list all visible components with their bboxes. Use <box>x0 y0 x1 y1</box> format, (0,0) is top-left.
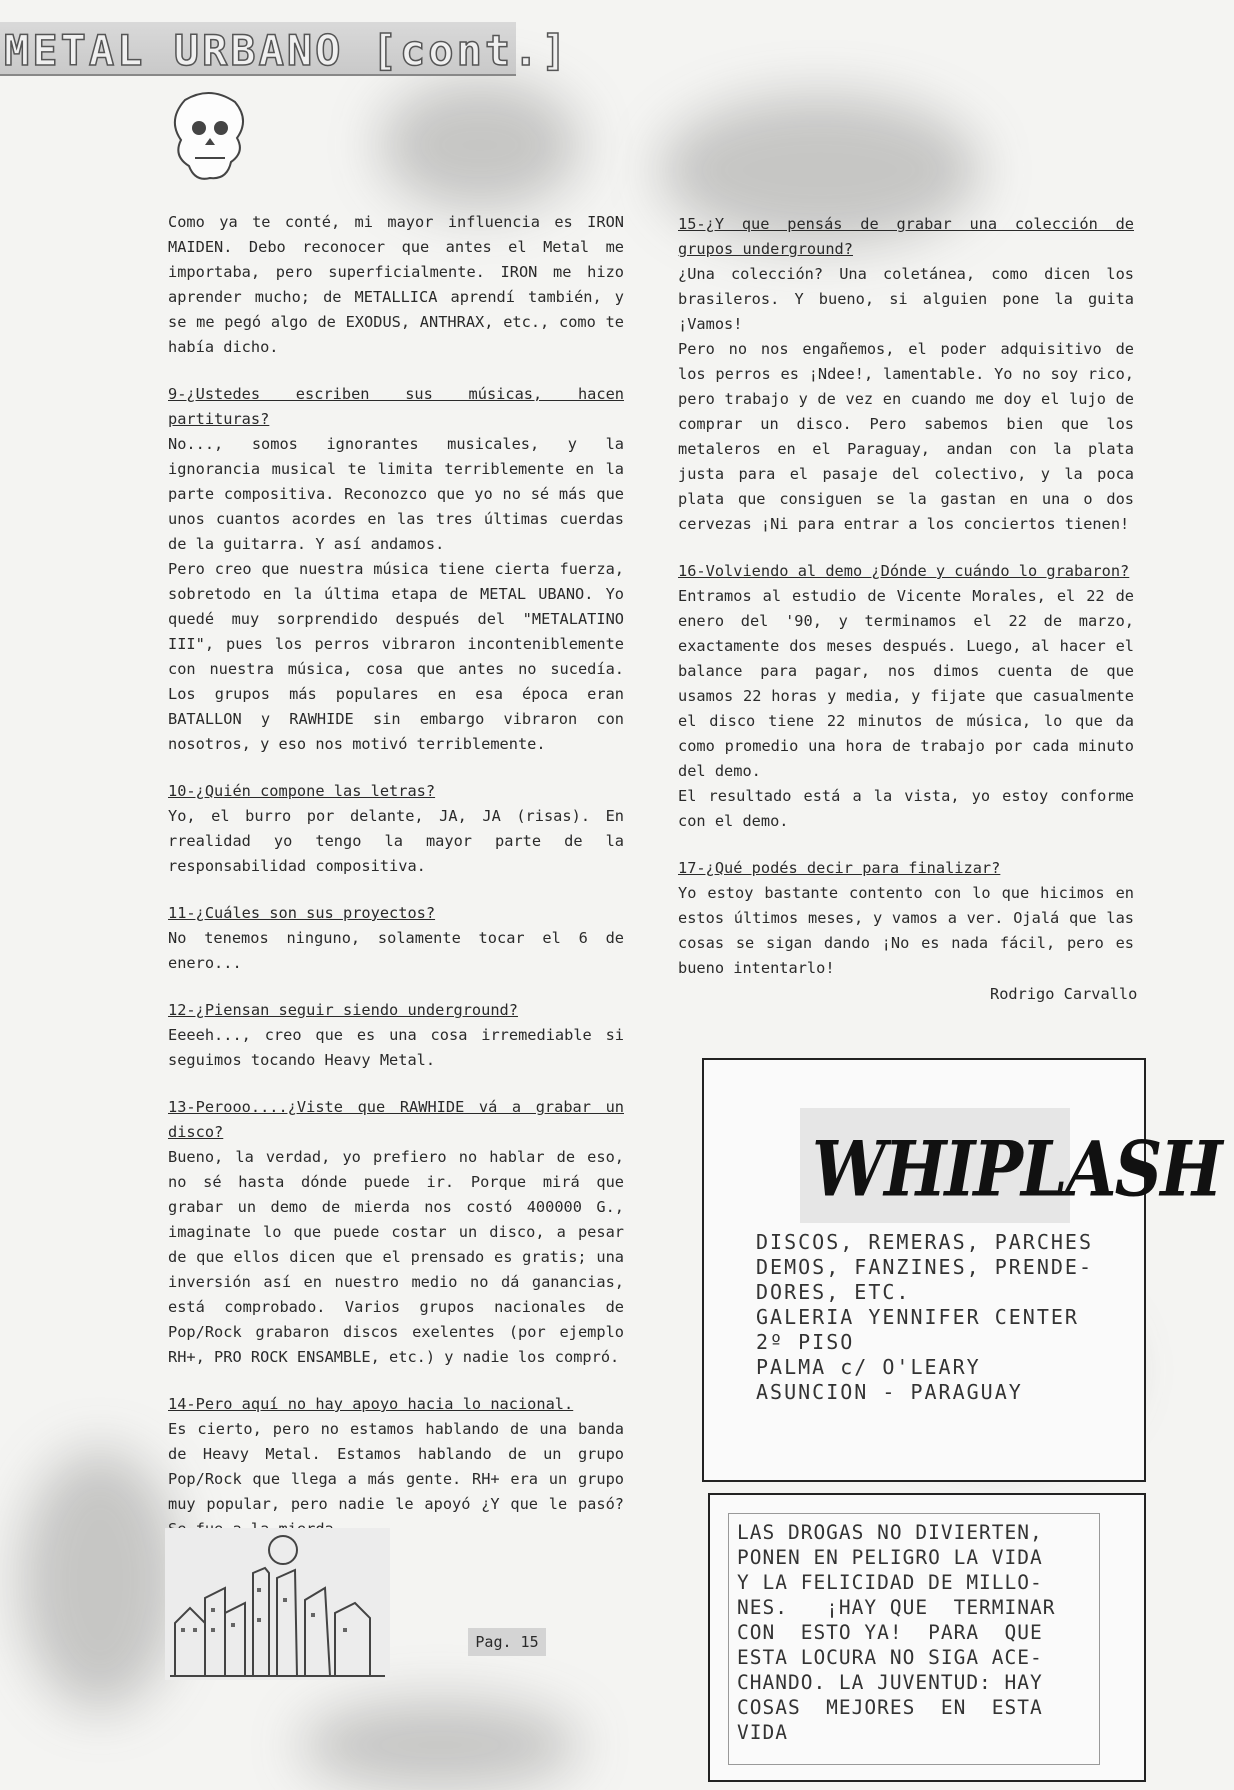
answer-14: Es cierto, pero no estamos hablando de una banda de Heavy Metal. Estamos hablando de un grupo Pop/Rock que llega a más gente. RH+ era un grupo muy popular, pero nadie le apoyó ¿Y que le pasó? Se fue a la mierda. <box>168 1420 624 1538</box>
question-11: 11-¿Cuáles son sus proyectos? <box>168 904 436 922</box>
answer-16-cont: El resultado está a la vista, yo estoy conforme con el demo. <box>678 787 1134 830</box>
answer-12: Eeeeh..., creo que es una cosa irremediable si seguimos tocando Heavy Metal. <box>168 1026 624 1069</box>
answer-text: Como ya te conté, mi mayor influencia es IRON MAIDEN. Debo reconocer que antes el Metal me importaba, pero superficialmente. IRON me hizo aprender mucho; de METALLICA aprendí también, y se me pegó algo de EXODUS, ANTHRAX, etc., como te había dicho. <box>168 213 624 356</box>
ink-stain <box>380 80 580 210</box>
question-9: 9-¿Ustedes escriben sus músicas, hacen partituras? <box>168 385 624 428</box>
question-10: 10-¿Quién compone las letras? <box>168 782 436 800</box>
answer-11: No tenemos ninguno, solamente tocar el 6 de enero... <box>168 929 624 972</box>
qa-16-cont <box>678 784 1134 834</box>
qa-10 <box>168 779 624 879</box>
left-column <box>168 210 624 1564</box>
notice-text: LAS DROGAS NO DIVIERTEN, PONEN EN PELIGRO LA VIDA Y LA FELICIDAD DE MILLO- NES. ¡HAY QUE TERMINAR CON ESTO YA! PARA QUE ESTA LOCURA NO SIGA ACE- CHANDO. LA JUVENTUD: HAY COSAS MEJORES EN ESTA VIDA <box>737 1521 1056 1744</box>
answer-9-cont: Pero creo que nuestra música tiene cierta fuerza, sobretodo en la última etapa de METAL UBANO. Yo quedé muy sorprendido después del "METALATINO III", pues los perros vibraron inconteniblemente con nuestra música, cosa que antes no sucedía. Los grupos más populares en esa época eran BATALLON y RAWHIDE sin embargo vibraron con nosotros, y eso nos motivó terriblemente. <box>168 560 624 753</box>
answer-13: Bueno, la verdad, yo prefiero no hablar de eso, no sé hasta dónde puede ir. Porque mirá que grabar un demo de mierda nos costó 400000 G., imaginate lo que puede costar un disco, a pesar de que ellos dicen que el prensado es gratis; una inversión así en nuestro medio no dá ganancias, está comprobado. Varios grupos nacionales de Pop/Rock grabaron discos exelentes (por ejemplo RH+, PRO ROCK ENSAMBLE, etc.) y nadie los compró. <box>168 1148 624 1366</box>
whiplash-ad <box>702 1058 1221 1482</box>
question-15: 15-¿Y que pensás de grabar una colección de grupos underground? <box>678 215 1134 258</box>
question-12: 12-¿Piensan seguir siendo underground? <box>168 1001 518 1019</box>
answer-15-cont: Pero no nos engañemos, el poder adquisitivo de los perros es ¡Ndee!, lamentable. Yo no soy rico, pero trabajo y de vez en cuando me doy el lujo de comprar un disco. Pero sabemos bien que los metaleros en el Paraguay, andan con la plata justa para el pasaje del colectivo, y la poca plata que consiguen se la gastan en una o dos cervezas ¡Ni para entrar a los conciertos tienen! <box>678 340 1134 533</box>
header-banner <box>0 22 570 76</box>
qa-12 <box>168 998 624 1073</box>
qa-16 <box>678 559 1134 784</box>
ad-text: DISCOS, REMERAS, PARCHES DEMOS, FANZINES, PRENDE- DORES, ETC. GALERIA YENNIFER CENTER 2º PISO PALMA c/ O'LEARY ASUNCION - PARAGUAY <box>756 1230 1093 1404</box>
answer-9: No..., somos ignorantes musicales, y la ignorancia musical te limita terriblemente en la parte compositiva. Reconozco que yo no sé más que unos cuantos acordes en las tres últimas cuerdas de la guitarra. Y así andamos. <box>168 435 624 553</box>
qa-15 <box>678 212 1134 337</box>
right-column <box>678 212 1134 1003</box>
paragraph-intro <box>168 210 624 360</box>
question-17: 17-¿Qué podés decir para finalizar? <box>678 859 1001 877</box>
question-14: 14-Pero aquí no hay apoyo hacia lo nacional. <box>168 1395 574 1413</box>
question-16: 16-Volviendo al demo ¿Dónde y cuándo lo grabaron? <box>678 562 1130 580</box>
qa-13 <box>168 1095 624 1370</box>
ink-stain <box>20 1450 180 1710</box>
qa-14 <box>168 1392 624 1542</box>
ink-stain <box>300 1700 580 1790</box>
qa-15-cont <box>678 337 1134 537</box>
qa-11 <box>168 901 624 976</box>
whiplash-logo: WHIPLASH <box>812 1124 1221 1214</box>
answer-17: Yo estoy bastante contento con lo que hicimos en estos últimos meses, y vamos a ver. Ojalá que las cosas se sigan dando ¡No es nada fácil, pero es bueno intentarlo! <box>678 884 1134 977</box>
city-skyline-illustration <box>165 1528 390 1680</box>
qa-9-cont <box>168 557 624 757</box>
author-signature: Rodrigo Carvallo <box>990 985 1138 1003</box>
page-number: Pag. 15 <box>468 1628 546 1656</box>
answer-10: Yo, el burro por delante, JA, JA (risas). En rrealidad yo tengo la mayor parte de la responsabilidad compositiva. <box>168 807 624 875</box>
anti-drug-notice <box>708 1493 1146 1782</box>
qa-9 <box>168 382 624 557</box>
qa-17 <box>678 856 1134 981</box>
skull-illustration <box>165 90 255 185</box>
question-13: 13-Perooo....¿Viste que RAWHIDE vá a grabar un disco? <box>168 1098 624 1141</box>
answer-16: Entramos al estudio de Vicente Morales, el 22 de enero del '90, y terminamos el 22 de marzo, exactamente dos meses después. Luego, al hacer el balance para pagar, nos dimos cuenta de que usamos 22 horas y media, y fijate que casualmente el disco tiene 22 minutos de música, lo que da como promedio una hora de trabajo por cada minuto del demo. <box>678 587 1134 780</box>
notice-frame <box>728 1513 1100 1765</box>
answer-15: ¿Una colección? Una coletánea, como dicen los brasileros. Y bueno, si alguien pone la guita ¡Vamos! <box>678 265 1134 333</box>
page-title: METAL URBANO [cont.] <box>4 26 570 75</box>
